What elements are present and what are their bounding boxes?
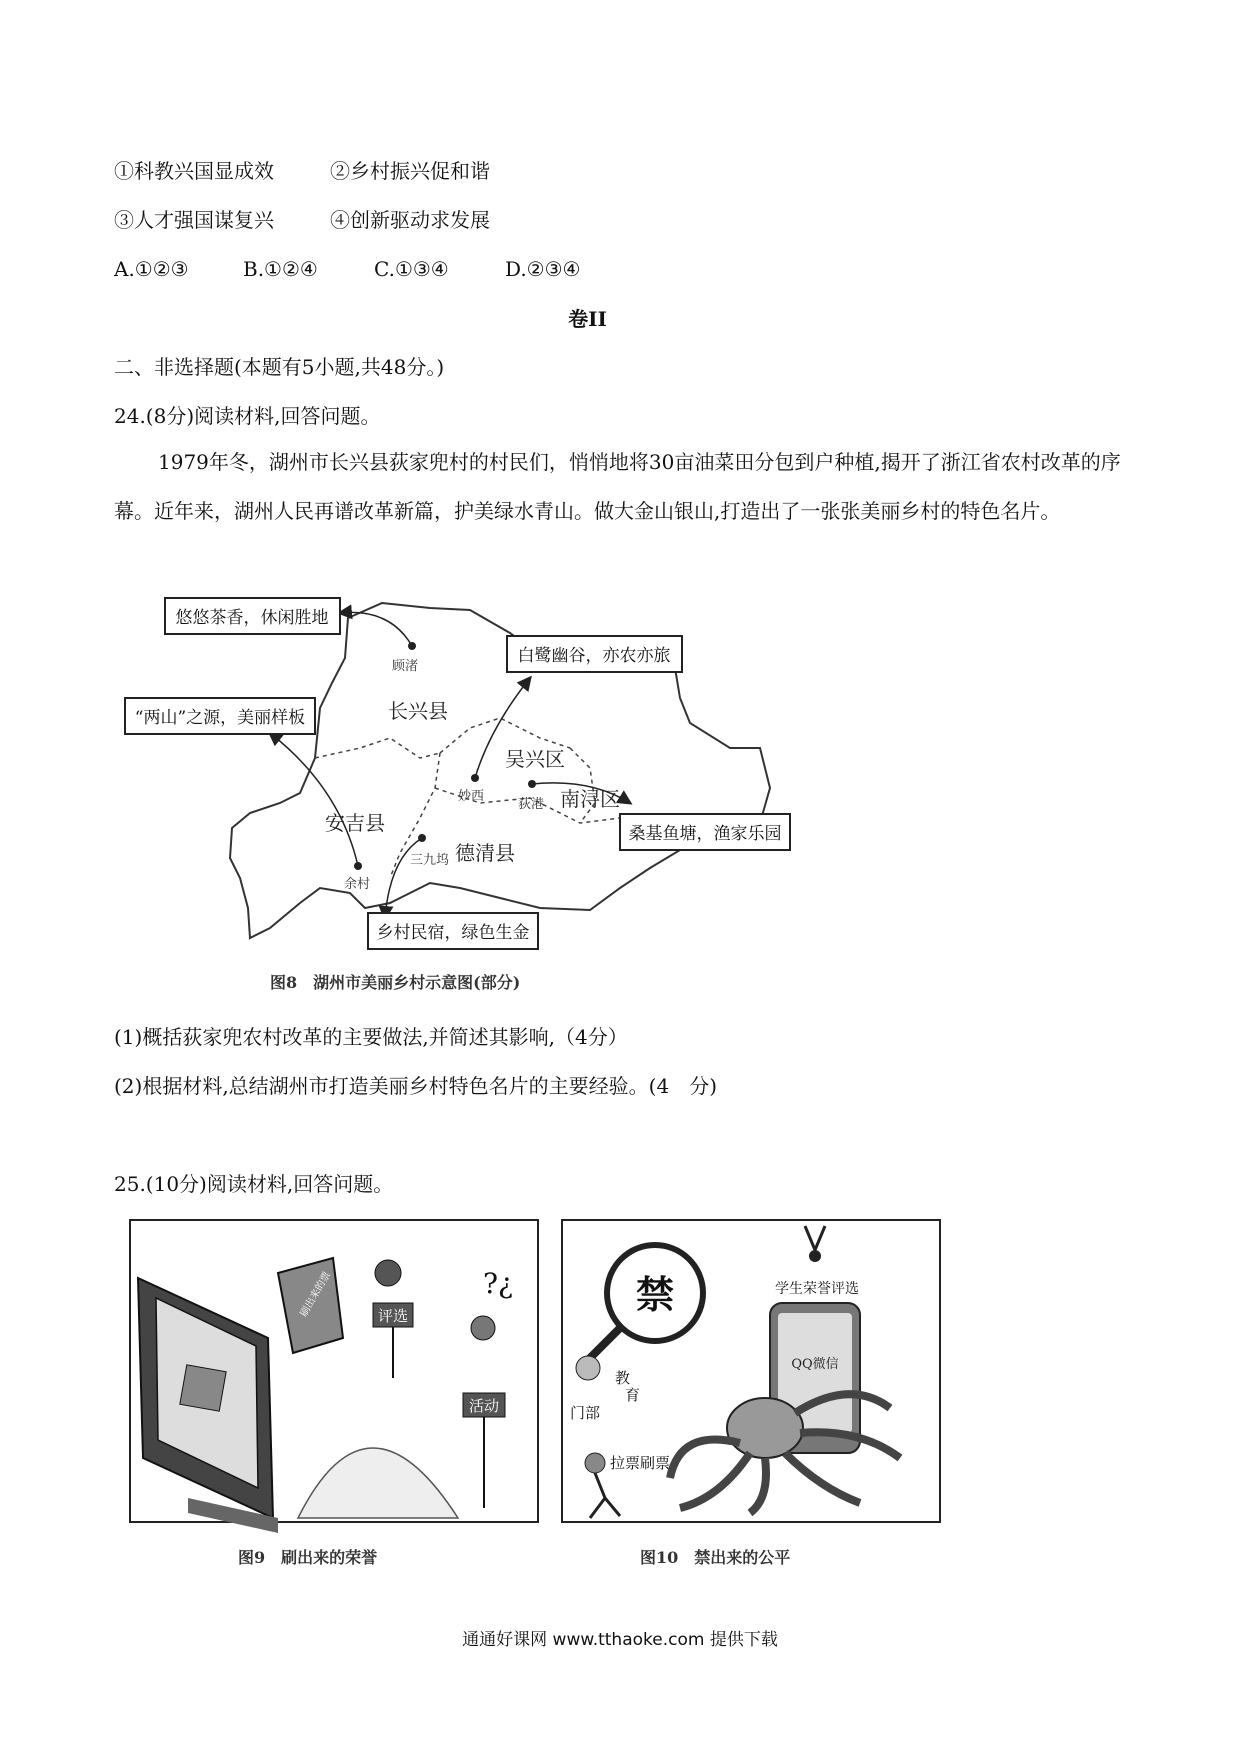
q24-paragraph: 1979年冬，湖州市长兴县荻家兜村的村民们，悄悄地将30亩油菜田分包到户种植,揭开了浙江省农村改革的序幕。近年来，湖州人民再谱改革新篇，护美绿水青山。做大金山银山,打造出了一张张美丽乡村的特色名片。 — [114, 450, 1121, 523]
question-marks: ?¿ — [482, 1267, 514, 1300]
option-3: ③人才强国谋复兴 — [114, 208, 274, 232]
region-changxing: 长兴县 — [388, 699, 448, 723]
section-title: 卷II — [568, 307, 607, 331]
region-deqing: 德清县 — [455, 841, 515, 865]
callout-egret: 白鹭幽谷，亦农亦旅 — [517, 646, 671, 666]
place-miaoxi: 妙西 — [458, 789, 485, 804]
region-nanxun: 南浔区 — [560, 787, 620, 811]
ban-label: 禁 — [635, 1272, 675, 1317]
q25-heading: 25.(10分)阅读材料,回答问题。 — [114, 1172, 394, 1196]
place-sanjiuwu: 三九坞 — [410, 853, 450, 868]
callout-fishpond: 桑基鱼塘，渔家乐园 — [628, 824, 782, 844]
answer-b: B.①②④ — [243, 257, 318, 281]
map-caption: 图8 湖州市美丽乡村示意图(部分) — [270, 973, 521, 992]
phone-label: QQ微信 — [791, 1357, 839, 1372]
q24-sub1: (1)概括荻家兜农村改革的主要做法,并简述其影响,（4分） — [114, 1025, 628, 1049]
callout-lianshan: “两山”之源，美丽样板 — [134, 708, 306, 728]
bucket-label: 刷出来的票 — [298, 1270, 334, 1319]
sign-1: 评选 — [377, 1307, 409, 1325]
region-anji: 安吉县 — [325, 811, 385, 835]
q24-heading: 24.(8分)阅读材料,回答问题。 — [114, 404, 381, 428]
honor-label: 学生荣誉评选 — [775, 1281, 859, 1297]
dept-label-1: 教 — [615, 1369, 631, 1387]
option-2: ②乡村振兴促和谐 — [330, 159, 490, 183]
place-guzhu: 顾渚 — [392, 659, 419, 674]
option-1: ①科教兴国显成效 — [114, 159, 274, 183]
vote-label: 拉票刷票 — [610, 1454, 671, 1472]
q24-sub2: (2)根据材料,总结湖州市打造美丽乡村特色名片的主要经验。(4 分) — [114, 1074, 718, 1098]
cartoon-fig10 — [560, 1218, 945, 1578]
region-wuxing: 吴兴区 — [505, 747, 565, 771]
answer-c: C.①③④ — [374, 257, 449, 281]
answer-a: A.①②③ — [114, 257, 189, 281]
octopus-icon — [727, 1398, 803, 1458]
answer-d: D.②③④ — [505, 257, 581, 281]
section-subtitle: 二、非选择题(本题有5小题,共48分。) — [114, 355, 445, 379]
cartoon-fig9 — [128, 1218, 548, 1578]
option-4: ④创新驱动求发展 — [330, 208, 490, 232]
fig9-caption: 图9 刷出来的荣誉 — [238, 1548, 378, 1567]
footer-text: 通通好课网 www.tthaoke.com 提供下载 — [462, 1630, 778, 1650]
dept-label-3: 门部 — [570, 1404, 601, 1422]
callout-tea: 悠悠茶香，休闲胜地 — [175, 608, 329, 628]
place-lingang: 荻港 — [518, 797, 545, 812]
dept-label-2: 育 — [625, 1386, 641, 1404]
callout-homestay: 乡村民宿，绿色生金 — [376, 923, 530, 943]
sign-2: 活动 — [468, 1397, 500, 1415]
map-boundary — [230, 603, 770, 938]
huzhou-map — [120, 588, 850, 1003]
fig10-caption: 图10 禁出来的公平 — [640, 1548, 791, 1567]
place-yucun: 余村 — [344, 877, 371, 892]
